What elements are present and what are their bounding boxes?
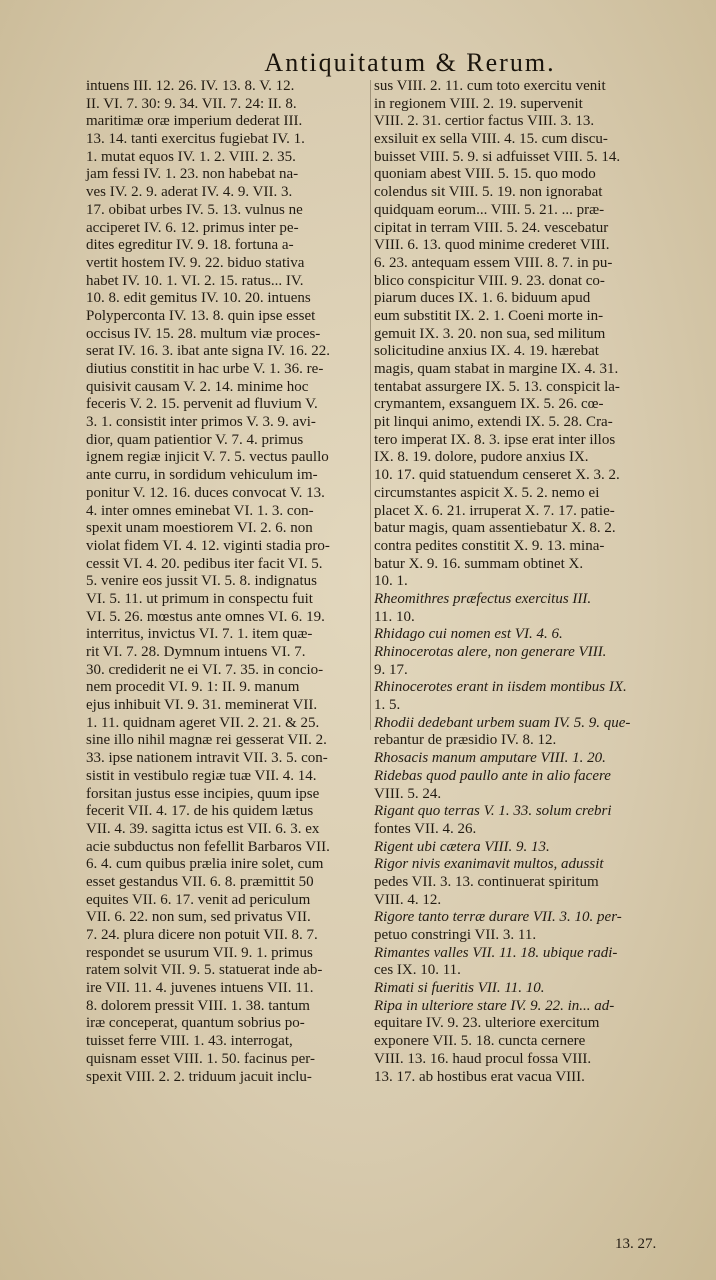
index-line: exponere VII. 5. 18. cuncta cernere — [374, 1033, 586, 1050]
index-line: Rimati si fueritis VII. 11. 10. — [374, 980, 545, 997]
index-line: crymantem, exsanguem IX. 5. 26. cœ- — [374, 396, 604, 413]
index-line: vertit hostem IV. 9. 22. biduo stativa — [86, 254, 305, 271]
index-line: Ripa in ulteriore stare IV. 9. 22. in... ad- — [374, 997, 615, 1014]
index-line: Ridebas quod paullo ante in alio facere — [374, 767, 611, 784]
index-line: VIII. 13. 16. haud procul fossa VIII. — [374, 1050, 592, 1067]
index-line: batur magis, quam assentiebatur X. 8. 2. — [374, 520, 616, 537]
index-line: buisset VIII. 5. 9. si adfuisset VIII. 5. 14. — [374, 148, 621, 165]
index-line: VIII. 6. 13. quod minime crederet VIII. — [374, 237, 610, 254]
index-line: Rigor nivis exanimavit multos, adussit — [374, 856, 604, 873]
running-header: Antiquitatum & Rerum. — [264, 48, 556, 77]
index-column-right — [374, 78, 672, 1086]
index-line: ponitur V. 12. 16. duces convocat V. 13. — [86, 484, 325, 501]
index-line: 5. venire eos jussit VI. 5. 8. indignatus — [86, 573, 317, 590]
column-divider — [370, 80, 371, 730]
index-line: fontes VII. 4. 26. — [374, 820, 477, 837]
index-line: jam fessi IV. 1. 23. non habebat na- — [86, 166, 299, 183]
index-line: 9. 17. — [374, 661, 408, 678]
index-line: quisnam esset VIII. 1. 50. facinus per- — [86, 1050, 315, 1067]
index-line: ratem solvit VII. 9. 5. statuerat inde ab- — [86, 962, 323, 979]
index-line: 13. 14. tanti exercitus fugiebat IV. 1. — [86, 131, 305, 148]
index-line: contra pedites constitit X. 9. 13. mina- — [374, 537, 605, 554]
index-line: colendus sit VIII. 5. 19. non ignorabat — [374, 184, 603, 201]
index-line: ignem regiæ injicit V. 7. 5. vectus paullo — [86, 449, 329, 466]
index-line: 1. 11. quidnam ageret VII. 2. 21. & 25. — [86, 714, 320, 731]
index-line: dior, quam patientior V. 7. 4. primus — [86, 431, 304, 448]
index-line: 11. 10. — [374, 608, 415, 625]
index-line: 10. 8. edit gemitus IV. 10. 20. intuens — [86, 290, 311, 307]
index-line: 17. obibat urbes IV. 5. 13. vulnus ne — [86, 201, 303, 218]
index-line: spexit unam moestiorem VI. 2. 6. non — [86, 520, 313, 537]
index-line: sistit in vestibulo regiæ tuæ VII. 4. 14. — [86, 767, 317, 784]
index-line: ves IV. 2. 9. aderat IV. 4. 9. VII. 3. — [86, 184, 293, 201]
index-line: ante curru, in sordidum vehiculum im- — [86, 467, 318, 484]
index-line: dites egreditur IV. 9. 18. fortuna a- — [86, 237, 294, 254]
index-line: maritimæ oræ imperium dederat III. — [86, 113, 303, 130]
index-line: cessit VI. 4. 20. pedibus iter facit VI. 5. — [86, 555, 323, 572]
index-line: Rimantes valles VII. 11. 18. ubique radi- — [374, 944, 618, 961]
index-line: habet IV. 10. 1. VI. 2. 15. ratus... IV. — [86, 272, 304, 289]
index-line: 7. 24. plura dicere non potuit VII. 8. 7. — [86, 927, 318, 943]
index-line: tero imperat IX. 8. 3. ipse erat inter illos — [374, 431, 616, 448]
index-line: Rhosacis manum amputare VIII. 1. 20. — [374, 750, 606, 767]
index-line: 8. dolorem pressit VIII. 1. 38. tantum — [86, 997, 310, 1014]
index-line: 10. 1. — [374, 573, 408, 590]
index-line: 1. 5. — [374, 697, 401, 714]
index-line: circumstantes aspicit X. 5. 2. nemo ei — [374, 484, 600, 501]
index-line: Rhidago cui nomen est VI. 4. 6. — [374, 626, 563, 643]
index-column-left — [86, 78, 378, 1086]
index-line: interritus, invictus VI. 7. 1. item quæ- — [86, 626, 313, 643]
index-line: equites VII. 6. 17. venit ad periculum — [86, 891, 311, 908]
index-line: feceris V. 2. 15. pervenit ad fluvium V. — [86, 396, 318, 413]
index-line: gemuit IX. 3. 20. non sua, sed militum — [374, 325, 606, 342]
index-line: 4. inter omnes eminebat VI. 1. 3. con- — [86, 502, 314, 519]
index-line: intuens III. 12. 26. IV. 13. 8. V. 12. — [86, 78, 295, 94]
index-line: VIII. 4. 12. — [374, 891, 442, 908]
index-line: ejus inhibuit VI. 9. 31. meminerat VII. — [86, 697, 318, 714]
index-line: esset gestandus VII. 6. 8. præmittit 50 — [86, 873, 314, 890]
index-line: VIII. 2. 31. certior factus VIII. 3. 13. — [374, 113, 595, 130]
index-line: 30. crediderit ne ei VI. 7. 35. in concio- — [86, 661, 324, 678]
index-line: II. VI. 7. 30: 9. 34. VII. 7. 24: II. 8. — [86, 95, 297, 112]
index-line: eum substitit IX. 2. 1. Coeni morte in- — [374, 307, 604, 324]
index-line: 6. 23. antequam essem VIII. 8. 7. in pu- — [374, 254, 613, 271]
index-line: Rhinocerotas alere, non generare VIII. — [374, 644, 607, 660]
index-line: blico conspicitur VIII. 9. 23. donat co- — [374, 272, 605, 289]
index-line: Polyperconta IV. 13. 8. quin ipse esset — [86, 307, 316, 324]
index-line: quidquam eorum... VIII. 5. 21. ... præ- — [374, 201, 605, 218]
index-line: petuo constringi VII. 3. 11. — [374, 927, 537, 943]
index-line: placet X. 6. 21. irruperat X. 7. 17. patie- — [374, 502, 615, 519]
index-line: VII. 4. 39. sagitta ictus est VII. 6. 3. ex — [86, 820, 320, 837]
index-line: piarum duces IX. 1. 6. biduum apud — [374, 290, 591, 307]
index-line: ces IX. 10. 11. — [374, 962, 461, 979]
index-line: 1. mutat equos IV. 1. 2. VIII. 2. 35. — [86, 148, 296, 165]
index-line: solicitudine anxius IX. 4. 19. hærebat — [374, 343, 599, 360]
index-line: serat IV. 16. 3. ibat ante signa IV. 16. 22. — [86, 343, 330, 360]
index-line: Rigent ubi cætera VIII. 9. 13. — [374, 838, 550, 855]
index-line: Rigore tanto terræ durare VII. 3. 10. per- — [374, 909, 622, 926]
index-line: spexit VIII. 2. 2. triduum jacuit inclu- — [86, 1068, 312, 1085]
index-line: diutius constitit in hac urbe V. 1. 36. re- — [86, 361, 324, 377]
index-line: 6. 4. cum quibus prælia inire solet, cum — [86, 856, 324, 873]
index-line: 10. 17. quid statuendum censeret X. 3. 2. — [374, 467, 620, 484]
index-line: iræ conceperat, quantum sobrius po- — [86, 1015, 305, 1032]
index-line: forsitan justus esse incipies, quum ipse — [86, 785, 320, 802]
index-line: sus VIII. 2. 11. cum toto exercitu venit — [374, 78, 606, 94]
index-line: fecerit VII. 4. 17. de his quidem lætus — [86, 803, 314, 820]
index-line: quisivit causam V. 2. 14. minime hoc — [86, 378, 309, 395]
index-line: tuisset ferre VIII. 1. 43. interrogat, — [86, 1033, 293, 1050]
index-line: rebantur de præsidio IV. 8. 12. — [374, 732, 557, 749]
index-line: quoniam abest VIII. 5. 15. quo modo — [374, 166, 596, 183]
catchword: 13. 27. — [615, 1236, 657, 1252]
index-line: VII. 6. 22. non sum, sed privatus VII. — [86, 909, 311, 926]
index-line: cipitat in terram VIII. 5. 24. vescebatur — [374, 219, 609, 236]
index-line: Rheomithres præfectus exercitus III. — [374, 590, 592, 607]
index-line: VIII. 5. 24. — [374, 785, 442, 802]
index-line: occisus IV. 15. 28. multum viæ proces- — [86, 325, 321, 342]
index-line: exsiluit ex sella VIII. 4. 15. cum discu- — [374, 131, 608, 148]
index-line: violat fidem VI. 4. 12. viginti stadia pro- — [86, 537, 330, 554]
index-line: acie subductus non fefellit Barbaros VII. — [86, 838, 330, 855]
index-line: Rhinocerotes erant in iisdem montibus IX. — [374, 679, 627, 696]
index-line: pedes VII. 3. 13. continuerat spiritum — [374, 873, 599, 890]
index-line: 13. 17. ab hostibus erat vacua VIII. — [374, 1068, 585, 1085]
index-line: in regionem VIII. 2. 19. supervenit — [374, 95, 583, 112]
index-line: VI. 5. 11. ut primum in conspectu fuit — [86, 590, 313, 607]
index-line: Rhodii dedebant urbem suam IV. 5. 9. que- — [374, 714, 631, 731]
index-line: 33. ipse nationem intravit VII. 3. 5. con- — [86, 750, 328, 767]
index-line: batur X. 9. 16. summam obtinet X. — [374, 555, 584, 572]
index-line: rit VI. 7. 28. Dymnum intuens VI. 7. — [86, 644, 306, 660]
index-line: respondet se usurum VII. 9. 1. primus — [86, 944, 313, 961]
index-line: sine illo nihil magnæ rei gesserat VII. 2. — [86, 732, 327, 749]
index-line: ire VII. 11. 4. juvenes intuens VII. 11. — [86, 980, 314, 997]
index-line: magis, quam stabat in margine IX. 4. 31. — [374, 361, 619, 377]
index-line: 3. 1. consistit inter primos V. 3. 9. avi- — [86, 414, 316, 431]
index-line: nem procedit VI. 9. 1: II. 9. manum — [86, 679, 300, 696]
index-line: pit linqui animo, extendi IX. 5. 28. Cra- — [374, 414, 613, 431]
index-line: VI. 5. 26. mœstus ante omnes VI. 6. 19. — [86, 608, 325, 625]
index-line: equitare IV. 9. 23. ulteriore exercitum — [374, 1015, 600, 1032]
index-line: tentabat assurgere IX. 5. 13. conspicit la- — [374, 378, 620, 395]
index-line: Rigant quo terras V. 1. 33. solum crebri — [374, 803, 612, 820]
index-line: acciperet IV. 6. 12. primus inter pe- — [86, 219, 299, 236]
index-line: IX. 8. 19. dolore, pudore anxius IX. — [374, 449, 589, 466]
